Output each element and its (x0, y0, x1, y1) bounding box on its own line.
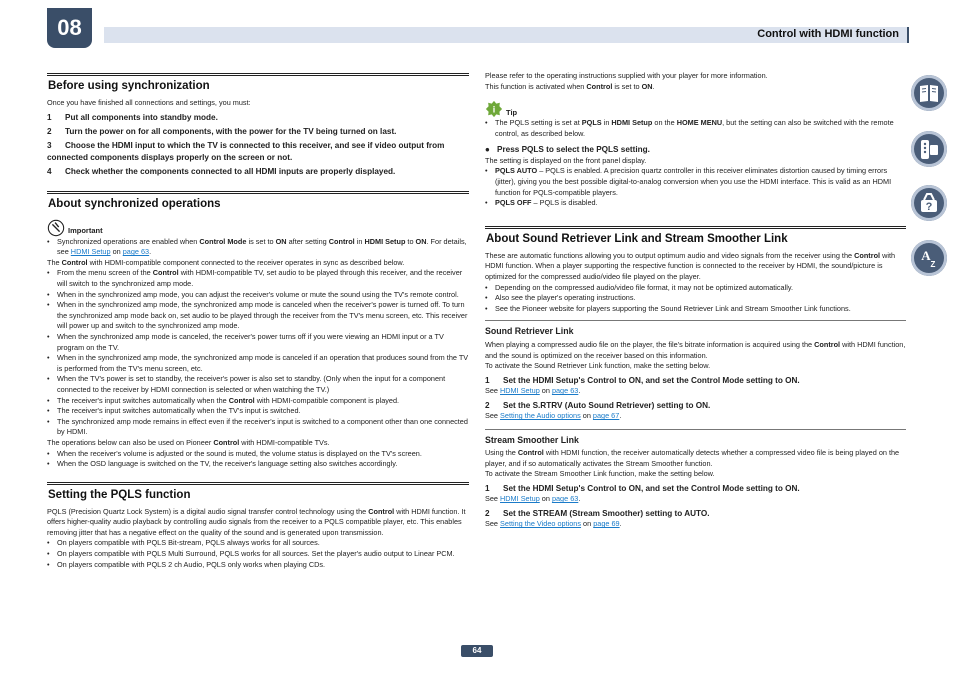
step-2: 2 Set the STREAM (Stream Smoother) setting to AUTO. (485, 509, 710, 519)
hdmi-setup-link[interactable]: HDMI Setup (70, 247, 111, 257)
section-title: About Sound Retriever Link and Stream Smoother Link (486, 232, 788, 245)
chapter-number: 08 (47, 8, 92, 48)
tip-block (485, 100, 906, 118)
book-icon[interactable] (911, 75, 947, 111)
section-title: About synchronized operations (48, 197, 221, 210)
list-item: • When the TV's power is set to standby, the receiver's power is also set to standby. (Only when the input for a component connected to the receiver by HDMI connection is selected or when watching the TV.) (47, 374, 446, 394)
paragraph: Using the Control with HDMI function, the receiver automatically detects whether a compressed video file is being played on the player, and if so automatically activates the Stream Smoother function. (485, 448, 900, 468)
paragraph: The Control with HDMI-compatible component connected to the receiver operates in sync as described below. (47, 257, 405, 267)
list-item: • When in the synchronized amp mode, you can adjust the receiver's volume or mute the sound using the TV's remote control. (47, 289, 459, 299)
list-item: • PQLS OFF – PQLS is disabled. (485, 198, 598, 208)
video-options-link[interactable]: Setting the Video options (500, 519, 582, 529)
remote-control-icon[interactable] (911, 131, 947, 167)
paragraph: This function is activated when Control is set to ON. (485, 81, 655, 91)
list-item: • When the OSD language is switched on the TV, the receiver's language setting also switches accordingly. (47, 459, 398, 469)
page-63-link[interactable]: page 63 (122, 247, 150, 257)
left-column (47, 73, 469, 570)
list-item: • The receiver's input switches automatically when the Control with HDMI-compatible component is played. (47, 395, 400, 405)
step-2: 2 Turn the power on for all components, with the power for the TV being turned on last. (47, 127, 397, 136)
list-item: • When the synchronized amp mode is canceled, the receiver's power turns off if you were viewing an HDMI input or a TV program on the TV. (47, 331, 444, 352)
page-63-link[interactable]: page 63 (551, 494, 579, 504)
list-item: • When in the synchronized amp mode, the synchronized amp mode is canceled if an operation that produces sound from the TV is performed from the TV's menu screen, etc. (47, 353, 469, 373)
list-item: • PQLS AUTO – PQLS is enabled. A precision quartz controller in this receiver eliminates distortion caused by timing errors (jitter), giving you the best possible digital-to-analog conversion when you use the HDMI interface. This is valid as an HDMI function for PQLS-compatible players. (485, 166, 892, 197)
step-3: 3 Choose the HDMI input to which the TV is connected to this receiver, and see if video output from connected components displays properly on the screen or not. (47, 141, 445, 162)
list-item: • On players compatible with PQLS 2 ch Audio, PQLS only works when playing CDs. (47, 559, 326, 569)
paragraph: To activate the Stream Smoother Link function, make the setting below. (485, 469, 715, 479)
section-title: Setting the PQLS function (48, 488, 191, 501)
section-about-sync (47, 191, 469, 470)
section-before-sync (47, 73, 469, 178)
hdmi-setup-link[interactable]: HDMI Setup (500, 386, 540, 396)
list-item: • The PQLS setting is set at PQLS in HDMI Setup on the HOME MENU, but the setting can also be switched with the remote control, as described below. (485, 118, 894, 138)
step-1: 1 Put all components into standby mode. (47, 112, 218, 122)
right-column (485, 71, 906, 530)
step-1: 1 Set the HDMI Setup's Control to ON, and set the Control Mode setting to ON. (485, 484, 800, 494)
paragraph: The setting is displayed on the front panel display. (485, 155, 647, 165)
list-item: • Also see the player's operating instructions. (485, 293, 636, 303)
list-item: • When the receiver's volume is adjusted or the sound is muted, the volume status is displayed on the TV's screen. (47, 448, 422, 458)
index-icon[interactable] (911, 240, 947, 276)
step-2: 2 Set the S.RTRV (Auto Sound Retriever) setting to ON. (485, 400, 711, 410)
step-4: 4 Check whether the components connected to all HDMI inputs are properly displayed. (47, 167, 396, 177)
page-69-link[interactable]: page 69 (593, 519, 620, 529)
page-number: 64 (461, 645, 493, 657)
list-item: • Depending on the compressed audio/video file format, it may not be optimized automatically. (485, 282, 793, 292)
section-pqls (47, 482, 469, 571)
list-item: • Synchronized operations are enabled when Control Mode is set to ON after setting Control in HDMI Setup to ON. For details, see HDMI Setup on page 63. (47, 236, 467, 257)
tip-icon (485, 100, 503, 118)
important-label: Important (68, 226, 103, 236)
see-reference: See Setting the Audio options on page 67. (485, 411, 622, 421)
press-pqls-step: ● Press PQLS to select the PQLS setting. (485, 145, 650, 155)
important-icon (47, 219, 65, 237)
help-icon[interactable] (911, 185, 947, 221)
see-reference: See HDMI Setup on page 63. (485, 494, 581, 504)
audio-options-link[interactable]: Setting the Audio options (500, 411, 581, 421)
page-67-link[interactable]: page 67 (592, 411, 620, 421)
list-item: • See the Pioneer website for players supporting the Sound Retriever Link and Stream Smoother Link functions. (485, 303, 851, 313)
paragraph: These are automatic functions allowing you to output optimum audio and video signals from the receiver using the Control with HDMI function. When a player supporting the respective function is connected to the receiver by HDMI, the sound/picture is optimized for the compressed audio/video file played on the player. (485, 250, 896, 281)
page-63-link[interactable]: page 63 (551, 386, 579, 396)
paragraph: The operations below can also be used on Pioneer Control with HDMI-compatible TVs. (47, 437, 330, 447)
see-reference: See HDMI Setup on page 63. (485, 386, 581, 396)
paragraph: Please refer to the operating instructions supplied with your player for more information. (485, 71, 768, 80)
paragraph: To activate the Sound Retriever Link function, make the setting below. (485, 361, 711, 371)
step-1: 1 Set the HDMI Setup's Control to ON, and set the Control Mode setting to ON. (485, 375, 800, 385)
subsection-title: Stream Smoother Link (485, 429, 906, 446)
svg-text:Z: Z (930, 260, 936, 269)
paragraph: PQLS (Precision Quartz Lock System) is a digital audio signal transfer control technology using the Control with HDMI function. It offers higher-quality audio playback by controlling audio signals from the receiver to a PQLS compatible player, etc. This enables removing jitter that has a negative effect on the quality of the sound and is generated upon transmission. (47, 506, 466, 537)
subsection-title: Sound Retriever Link (485, 320, 906, 337)
svg-text:i: i (492, 104, 496, 115)
header-bar (104, 27, 909, 43)
important-block (47, 219, 469, 237)
list-item: • On players compatible with PQLS Multi Surround, PQLS works for all sources. Set the player's audio output to Linear PCM. (47, 549, 455, 559)
section-title: Before using synchronization (48, 80, 210, 92)
list-item: • When in the synchronized amp mode, the synchronized amp mode is canceled when the receiver's power is turned off. To turn the synchronized amp mode back on, set audio to be played through the receiver from the TV's menu screen, etc. This receiver will power up and switch to the synchronized amp mode. (47, 300, 468, 331)
section-srl (485, 226, 906, 315)
see-reference: See Setting the Video options on page 69. (485, 519, 622, 529)
tip-label: Tip (506, 107, 518, 117)
list-item: • The synchronized amp mode remains in effect even if the receiver's input is switched to a component other than one connected by HDMI. (47, 416, 468, 437)
list-item: • On players compatible with PQLS Bit-stream, PQLS always works for all sources. (47, 538, 320, 548)
header-title: Control with HDMI function (757, 28, 899, 40)
paragraph: When playing a compressed audio file on the player, the file's bitrate information is acquired using the Control with HDMI function, and the sound is optimized on the receiver based on this information. (485, 339, 906, 360)
hdmi-setup-link[interactable]: HDMI Setup (500, 494, 540, 504)
list-item: • The receiver's input switches automatically when the TV's input is switched. (47, 406, 301, 416)
list-item: • From the menu screen of the Control with HDMI-compatible TV, set audio to be played through this receiver, and the receiver will switch to the synchronized amp mode. (47, 268, 463, 288)
intro-text: Once you have finished all connections and settings, you must: (47, 98, 251, 107)
svg-text:A: A (921, 248, 931, 263)
svg-text:?: ? (925, 201, 933, 213)
